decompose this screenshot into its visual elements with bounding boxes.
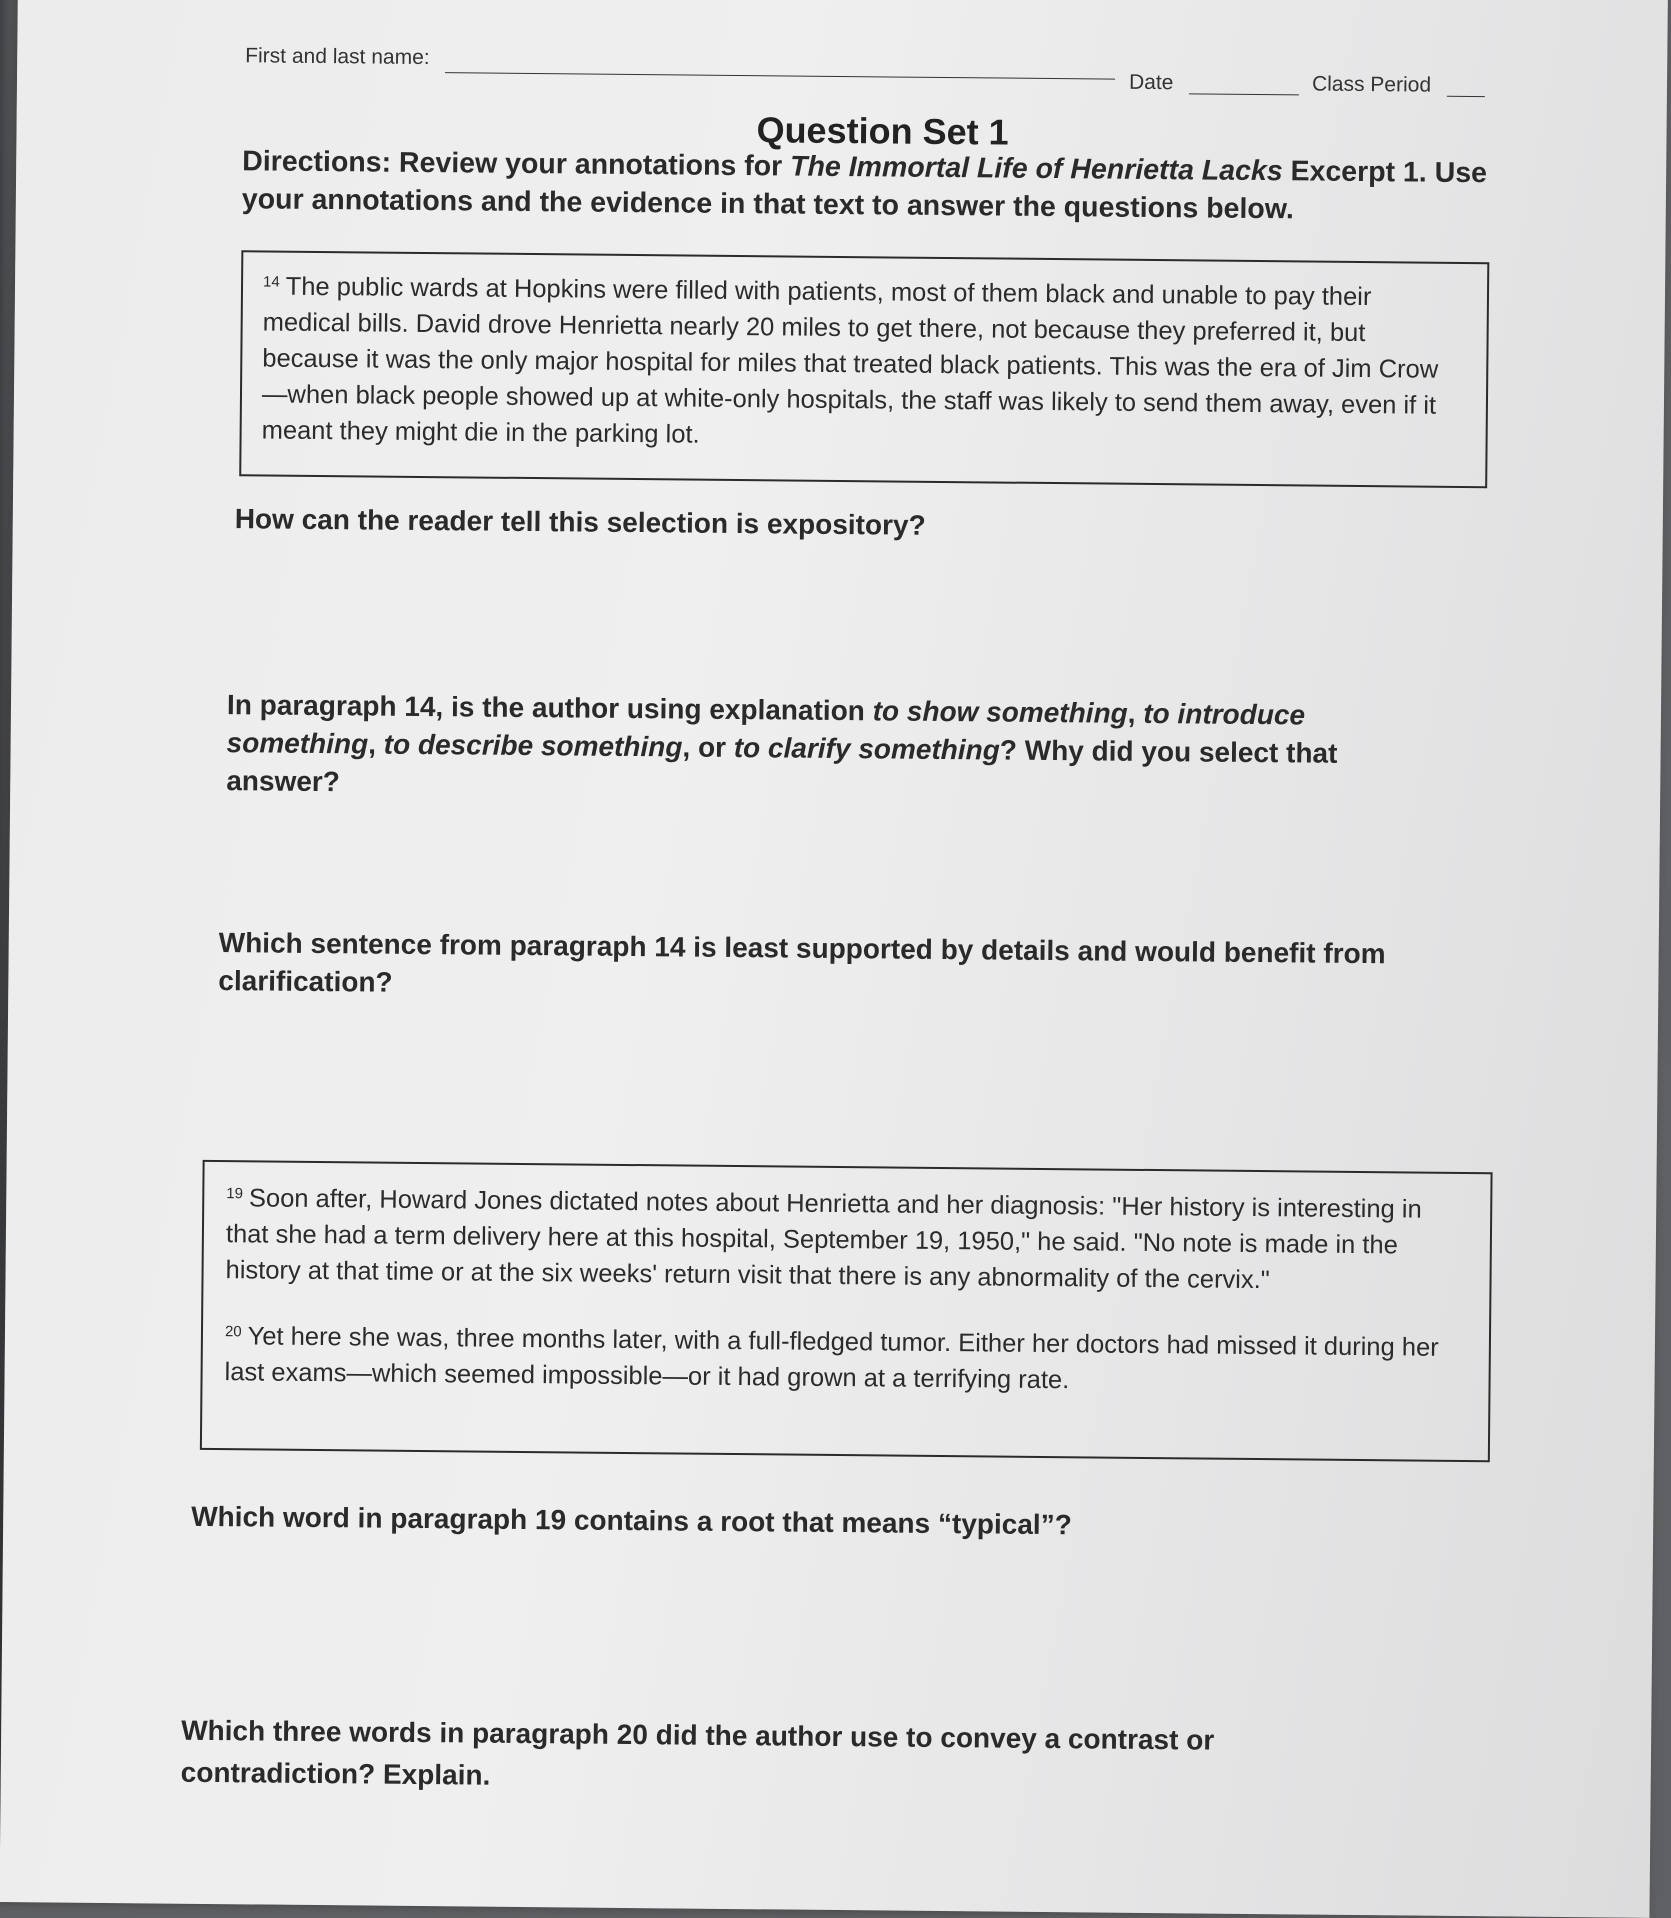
paragraph-19-text: Soon after, Howard Jones dictated notes about Henrietta and her diagnosis: "Her history is interesting in that she had a term delivery here at this hospital, September 19, 1950," he said. "No note is made in the history at that time or at the six weeks' return visit that there is any abnormality of the cervix." (225, 1184, 1422, 1295)
question-3: Which sentence from paragraph 14 is least supported by details and would benefit from clarification? (218, 927, 1386, 998)
question-5: Which three words in paragraph 20 did the author use to convey a contrast or contradiction? Explain. (180, 1714, 1215, 1791)
page-title: Question Set 1 (756, 109, 1009, 153)
directions-suffix: Excerpt 1. Use your annotations and the evidence in that text to answer the questions below. (241, 155, 1488, 226)
q2-option-describe: to describe something (383, 728, 683, 763)
date-label: Date (1128, 70, 1174, 95)
date-blank[interactable] (1189, 93, 1299, 95)
question-1: How can the reader tell this selection is expository? (234, 503, 926, 541)
question-2 (226, 686, 1447, 812)
q2-part2: ? Why did you select that answer? (226, 734, 1338, 798)
q2-sep1: , (1127, 697, 1144, 729)
passage-paragraphs-19-20 (200, 1160, 1493, 1462)
q2-part1: In paragraph 14, is the author using explanation (226, 689, 873, 727)
q2-option-introduce: to introduce something (226, 697, 1306, 760)
paragraph-number-14: 14 (262, 273, 280, 291)
paragraph-number-19: 19 (226, 1185, 244, 1203)
paragraph-number-20: 20 (224, 1323, 242, 1341)
q2-sep2: , (368, 728, 384, 760)
directions (242, 142, 1493, 230)
paragraph-14-text: The public wards at Hopkins were filled with patients, most of them black and unable to pay their medical bills. David drove Henrietta nearly 20 miles to get there, not because they preferred it, but because it was the only major hospital for miles that treated black patients. This was the era of Jim Crow—when black people showed up at white-only hospitals, the staff was likely to send them away, even if it meant they might die in the parking lot. (261, 272, 1439, 449)
book-title: The Immortal Life of Henrietta Lacks (789, 150, 1283, 188)
q2-option-show: to show something (872, 695, 1128, 729)
paragraph-20-text: Yet here she was, three months later, with a full-fledged tumor. Either her doctors had missed it during her last exams—which seemed impossible—or it had grown at a terrifying rate. (224, 1322, 1439, 1395)
name-label: First and last name: (245, 44, 430, 70)
class-period-label: Class Period (1311, 72, 1432, 97)
q2-sep3: , or (682, 731, 734, 763)
question-4: Which word in paragraph 19 contains a root that means “typical”? (191, 1500, 1072, 1541)
directions-prefix: Directions: Review your annotations for (242, 145, 791, 183)
name-blank[interactable] (445, 72, 1115, 79)
passage-paragraph-14 (239, 250, 1489, 488)
class-period-blank[interactable] (1447, 96, 1485, 97)
q2-option-clarify: to clarify something (733, 731, 1000, 766)
